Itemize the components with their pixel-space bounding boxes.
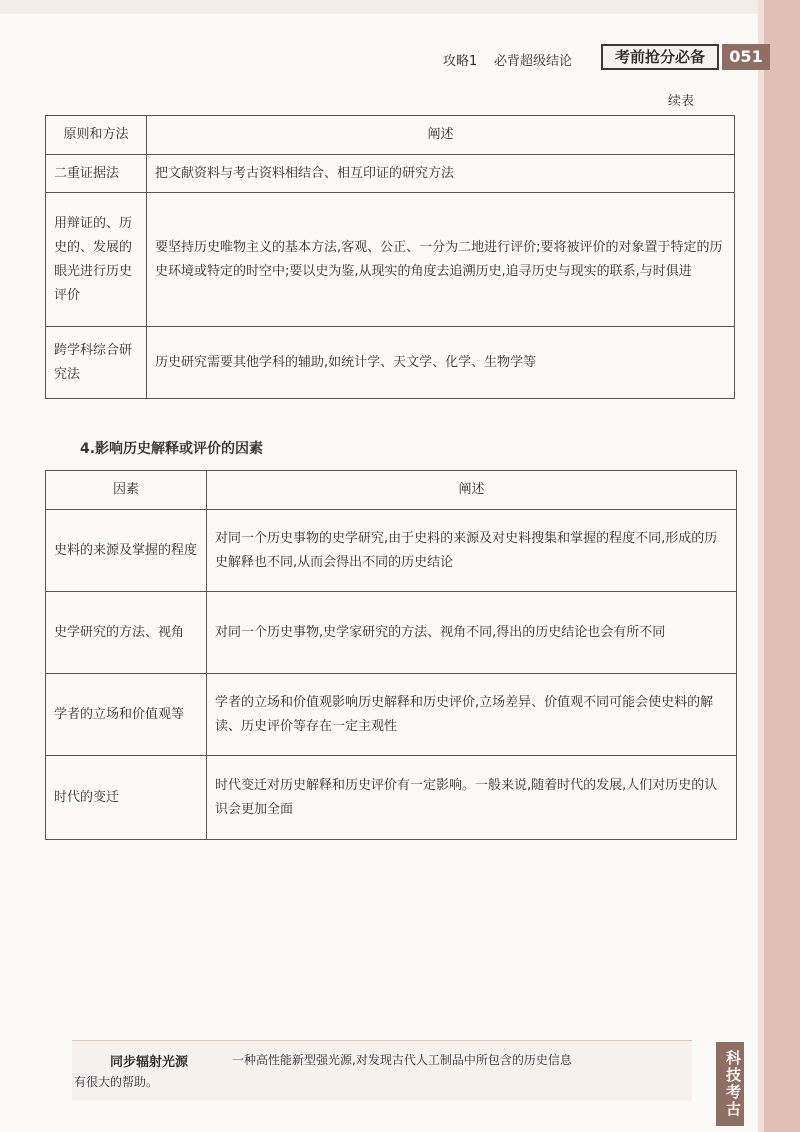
- header-section: 攻略1: [443, 54, 478, 69]
- factor-name: 时代的变迁: [46, 756, 207, 840]
- table-header-row: [46, 471, 737, 510]
- footer-note: [72, 1040, 692, 1101]
- method-description: 历史研究需要其他学科的辅助,如统计学、天文学、化学、生物学等: [147, 327, 735, 399]
- footer-text-continued: 有很大的帮助。: [74, 1075, 159, 1089]
- factor-description: 时代变迁对历史解释和历史评价有一定影响。一般来说,随着时代的发展,人们对历史的认识会更加全面: [207, 756, 737, 840]
- column-header: 原则和方法: [46, 116, 147, 155]
- factor-description: 对同一个历史事物,史学家研究的方法、视角不同,得出的历史结论也会有所不同: [207, 592, 737, 674]
- table-row: [46, 674, 737, 756]
- method-name: 二重证据法: [46, 155, 147, 193]
- page-edge-strip: [764, 0, 800, 1132]
- method-name: 跨学科综合研究法: [46, 327, 147, 399]
- table-row: [46, 756, 737, 840]
- column-header: 阐述: [147, 116, 735, 155]
- column-header: 阐述: [207, 471, 737, 510]
- table-row: [46, 510, 737, 592]
- method-name: 用辩证的、历史的、发展的眼光进行历史评价: [46, 193, 147, 327]
- factor-description: 学者的立场和价值观影响历史解释和历史评价,立场差异、价值观不同可能会使史料的解读、历史评价等存在一定主观性: [207, 674, 737, 756]
- factor-name: 学者的立场和价值观等: [46, 674, 207, 756]
- side-tab-label: 科技考古: [716, 1042, 744, 1126]
- section-heading: 4.影响历史解释或评价的因素: [80, 441, 264, 457]
- header-box-title: 考前抢分必备: [601, 44, 719, 70]
- footer-heading: 同步辐射光源: [110, 1055, 189, 1070]
- continued-label: 续表: [668, 94, 695, 109]
- factor-name: 史料的来源及掌握的程度: [46, 510, 207, 592]
- factor-description: 对同一个历史事物的史学研究,由于史料的来源及对史料搜集和掌握的程度不同,形成的历史解释也不同,从而会得出不同的历史结论: [207, 510, 737, 592]
- header-title: 必背超级结论: [494, 54, 573, 69]
- column-header: 因素: [46, 471, 207, 510]
- page-number: 051: [722, 44, 770, 70]
- factor-name: 史学研究的方法、视角: [46, 592, 207, 674]
- table-row: [46, 193, 735, 327]
- table-header-row: [46, 116, 735, 155]
- page-header: [0, 44, 800, 76]
- footer-text: 一种高性能新型强光源,对发现古代人工制品中所包含的历史信息: [232, 1053, 572, 1067]
- table-row: [46, 155, 735, 193]
- methods-table: [45, 115, 735, 399]
- table-row: [46, 592, 737, 674]
- method-description: 把文献资料与考古资料相结合、相互印证的研究方法: [147, 155, 735, 193]
- method-description: 要坚持历史唯物主义的基本方法,客观、公正、一分为二地进行评价;要将被评价的对象置于特定的历史环境或特定的时空中;要以史为鉴,从现实的角度去追溯历史,追寻历史与现实的联系,与时俱进: [147, 193, 735, 327]
- factors-table: [45, 470, 737, 840]
- table-row: [46, 327, 735, 399]
- top-band: [0, 0, 800, 14]
